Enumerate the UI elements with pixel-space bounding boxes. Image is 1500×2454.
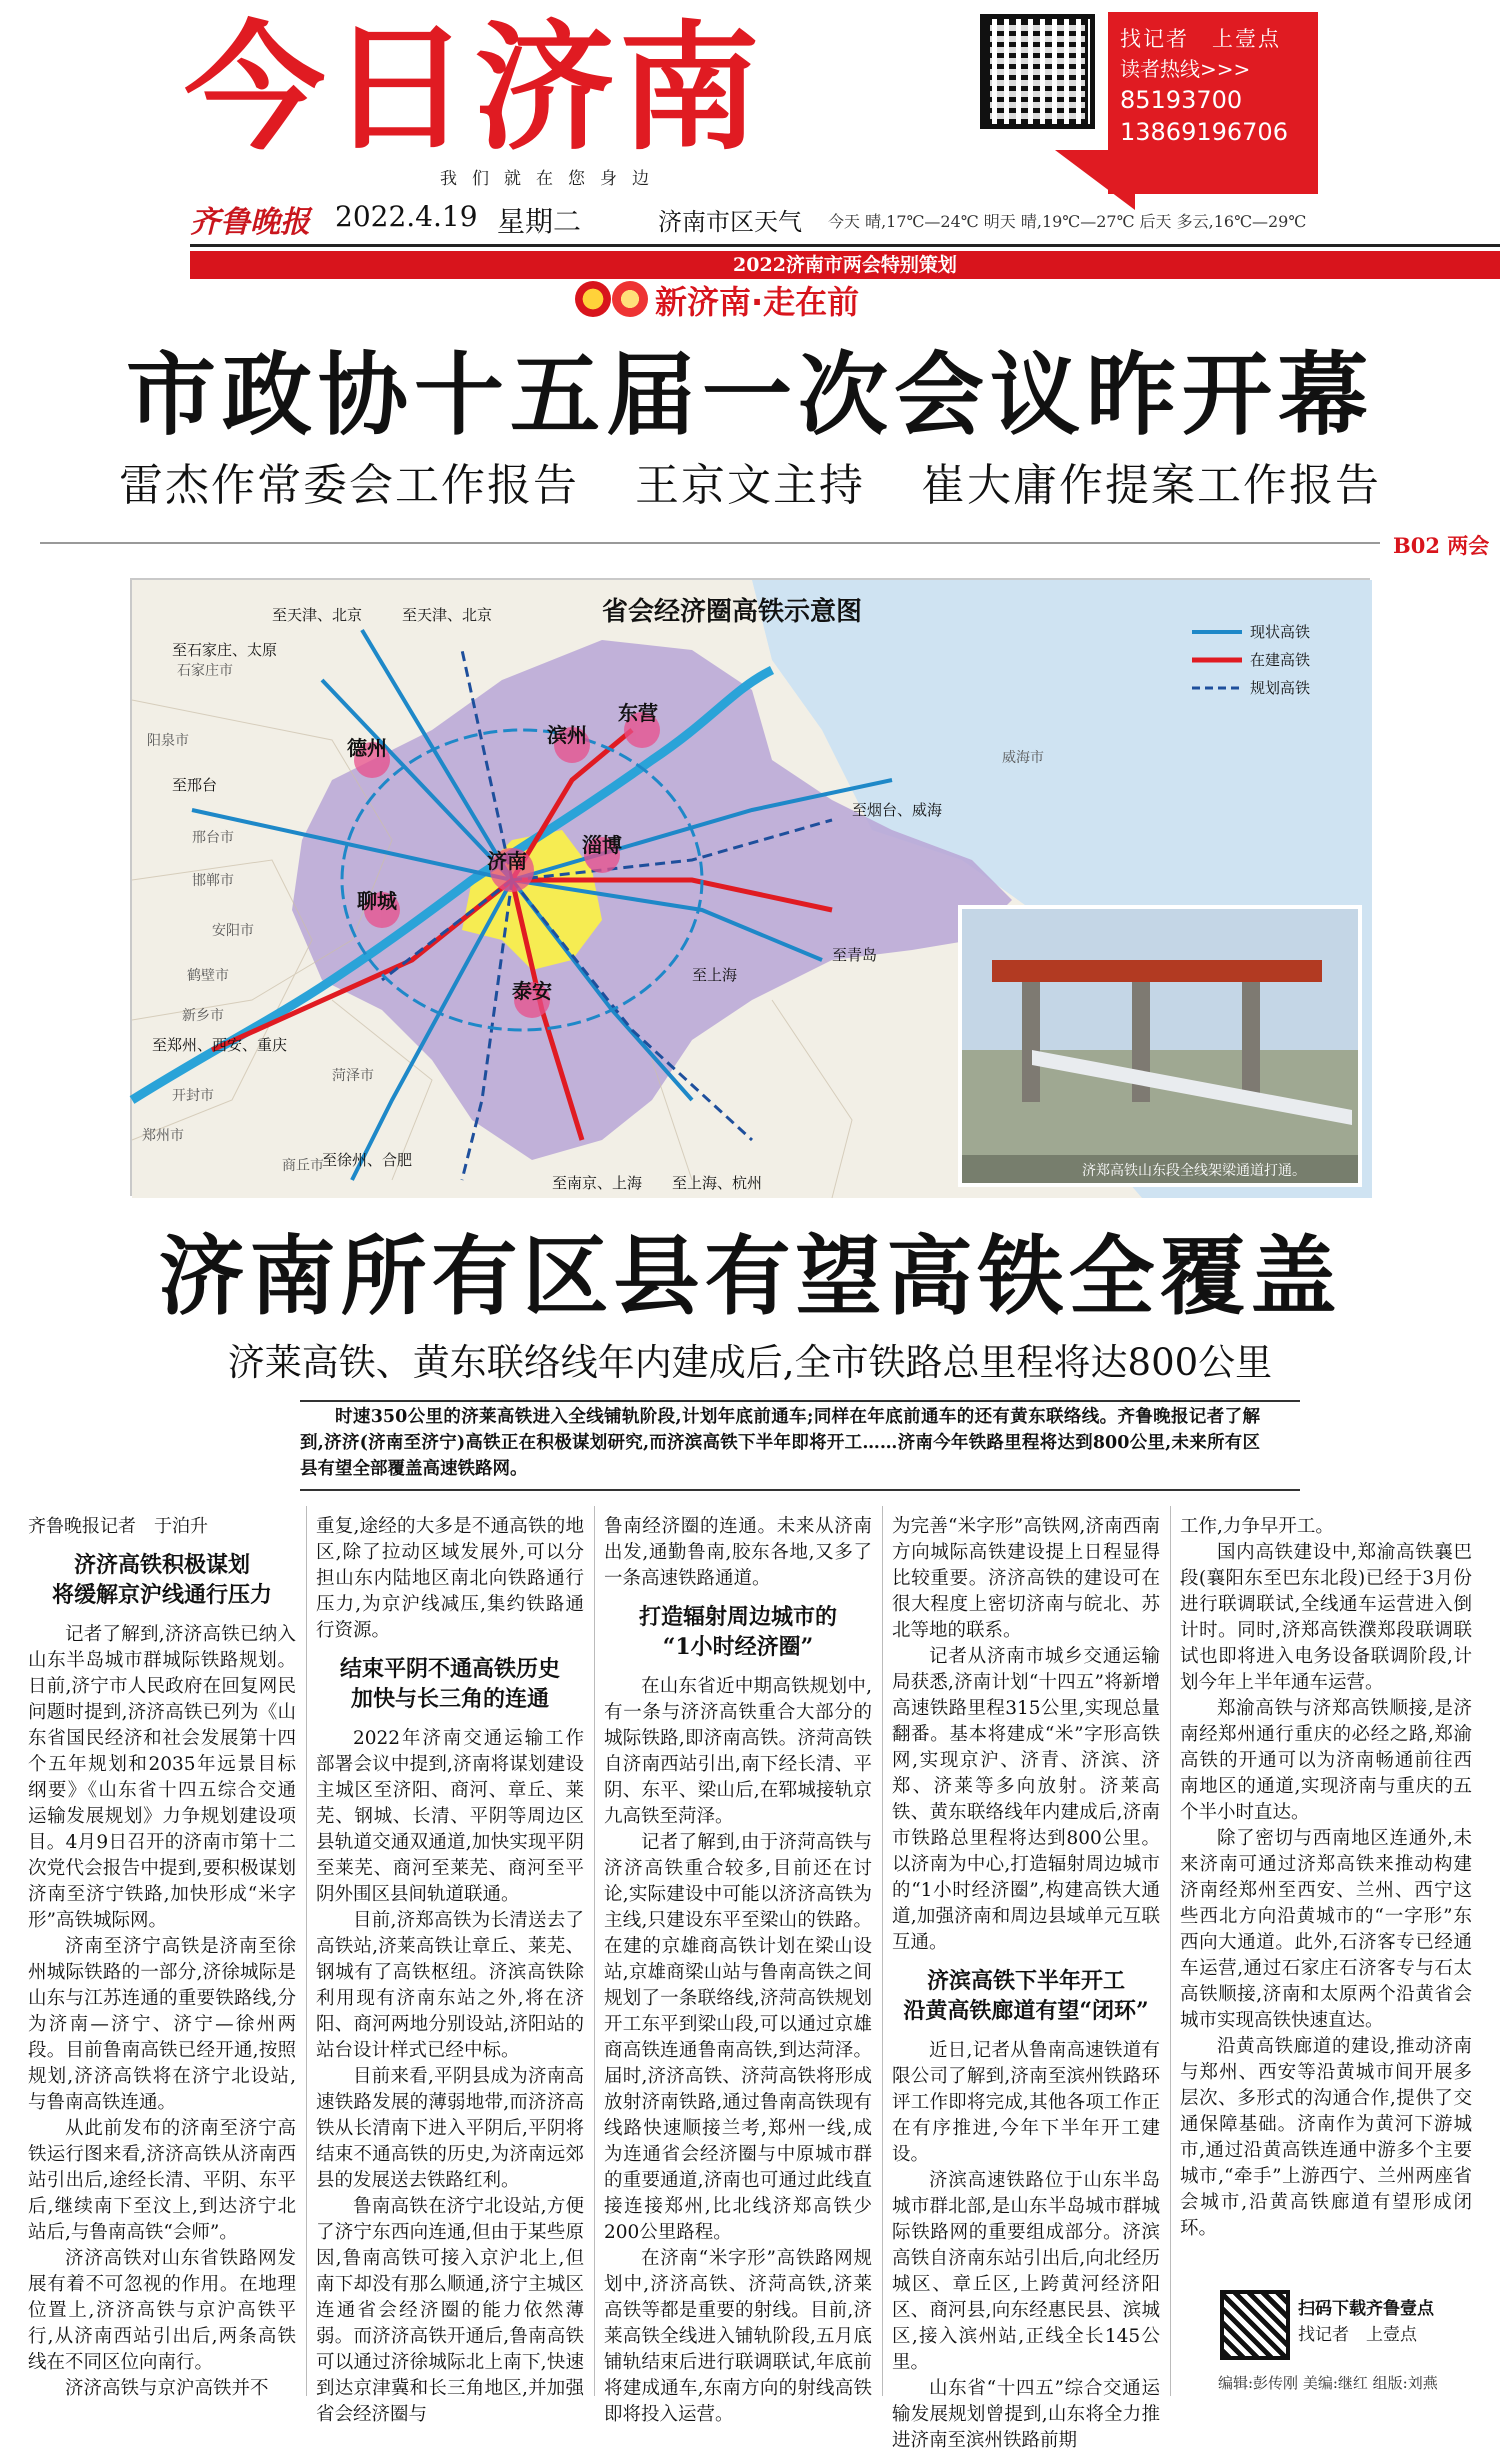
headline-railway: 济南所有区县有望高铁全覆盖 — [158, 1226, 1342, 1327]
paragraph: 济济高铁对山东省铁路网发展有着不可忽视的作用。在地理位置上,济济高铁与京沪高铁平行,从济南西站引出后,两条高铁线在不同区位向南行。 — [28, 2248, 296, 2373]
paragraph: 国内高铁建设中,郑渝高铁襄巴段(襄阳东至巴东北段)已经于3月份进行联调联试,全线通车运营进入倒计时。同时,济郑高铁濮郑段联调联试也即将进入电务设备联调阶段,计划今年上半年通车运营。 — [1180, 1542, 1472, 1693]
paragraph: 工作,力争早开工。 — [1180, 1516, 1334, 1537]
footer-promo — [1298, 2296, 1434, 2348]
paragraph: 沿黄高铁廊道的建设,推动济南与郑州、西安等沿黄城市间开展多层次、多形式的沟通合作,提供了交通保障基础。济南作为黄河下游城市,通过沿黄高铁连通中游多个主要城市,“牵手”上游西宁、兰州两座省会城市,沿黄高铁廊道有望形成闭环。 — [1180, 2036, 1472, 2239]
legend-building: 在建高铁 — [1250, 651, 1311, 669]
paragraph: 济滨高速铁路位于山东半岛城市群北部,是山东半岛城市群城际铁路网的重要组成部分。济滨高铁自济南东站引出后,向北经历城区、章丘区,上跨黄河经济阳区、商河县,向东经惠民县、滨城区,接入滨州站,正线全长145公里。 — [892, 2170, 1160, 2373]
destination-label: 至南京、上海 — [552, 1174, 643, 1192]
subheading: 结束平阴不通高铁历史 加快与长三角的连通 — [339, 1656, 560, 1712]
city-label: 泰安 — [512, 979, 552, 1003]
article-column-5 — [1180, 1514, 1472, 2274]
paragraph: 济南至济宁高铁是济南至徐州城际铁路的一部分,济徐城际是山东与江苏连通的重要铁路线,分为济南—济宁、济宁—徐州两段。目前鲁南高铁已经开通,按照规划,济济高铁将在济宁北设站,与鲁南高铁连通。 — [28, 1936, 296, 2113]
subhead-railway: 济莱高铁、黄东联络线年内建成后,全市铁路总里程将达800公里 — [227, 1341, 1273, 1384]
city-label: 滨州 — [547, 723, 587, 747]
article-column-1 — [28, 1514, 296, 2399]
paragraph: 目前来看,平阴县成为济南高速铁路发展的薄弱地带,而济济高铁从长清南下进入平阴后,平阴将结束不通高铁的历史,为济南远郊县的发展送去铁路红利。 — [316, 2066, 584, 2191]
paragraph: 记者从济南市城乡交通运输局获悉,济南计划“十四五”将新增高速铁路里程315公里,实现总量翻番。基本将建成“米”字形高铁网,实现京沪、济青、济滨、济郑、济莱等多向放射。济莱高铁、黄东联络线年内建成后,济南市铁路总里程将达到800公里。以济南为中心,打造辐射周边城市的“1小时经济圈”,构建高铁大通道,加强济南和周边县域单元互联互通。 — [892, 1646, 1160, 1953]
footer-line2: 找记者 上壹点 — [1298, 2325, 1417, 2345]
cppcc-emblem-icon — [612, 281, 648, 317]
paragraph: 山东省“十四五”综合交通运输发展规划曾提到,山东将全力推进济南至滨州铁路前期 — [892, 2378, 1160, 2451]
paragraph: 在济南“米字形”高铁路网规划中,济济高铁、济菏高铁,济莱高铁等都是重要的射线。目前,济莱高铁全线进入铺轨阶段,五月底铺轨结束后进行联调联试,年底前将建成通车,东南方向的射线高铁即将投入运营。 — [604, 2248, 872, 2425]
paragraph: 鲁南高铁在济宁北设站,方便了济宁东西向连通,但由于某些原因,鲁南高铁可接入京沪北上,但南下却没有那么顺通,济宁主城区连通省会经济圈的能力依然薄弱。而济济高铁开通后,鲁南高铁可以通过济徐城际北上南下,快速到达京津冀和长三角地区,并加强省会经济圈与 — [316, 2196, 584, 2425]
photo-caption: 济郑高铁山东段全线架梁通道打通。 — [1082, 1163, 1306, 1179]
party-emblem-icon — [575, 281, 611, 317]
headline-cppcc: 市政协十五届一次会议昨开幕 — [126, 342, 1374, 448]
masthead-logo: 今日济南 — [184, 8, 764, 169]
minor-city-label: 郑州市 — [142, 1128, 184, 1144]
minor-city-label: 商丘市 — [282, 1158, 324, 1174]
destination-label: 至天津、北京 — [402, 606, 493, 624]
article-column-2 — [316, 1514, 584, 2425]
weather-forecast: 今天 晴,17℃—24℃ 明天 晴,19℃—27℃ 后天 多云,16℃—29℃ — [828, 212, 1307, 231]
dateline-rule — [190, 244, 1500, 247]
subheading: 打造辐射周边城市的 “1小时经济圈” — [638, 1604, 837, 1660]
paragraph: 济济高铁与京沪高铁并不 — [65, 2378, 269, 2399]
weather-title: 济南市区天气 — [658, 208, 802, 236]
minor-city-label: 石家庄市 — [177, 663, 233, 679]
city-label: 聊城 — [357, 889, 397, 913]
hotline-line1: 找记者 上壹点 — [1120, 27, 1281, 51]
destination-label: 至上海 — [692, 966, 738, 984]
page-reference[interactable]: B02 两会 — [1393, 533, 1490, 558]
destination-label: 至上海、杭州 — [672, 1174, 763, 1192]
railway-map — [130, 578, 1370, 1196]
city-label: 东营 — [618, 701, 658, 725]
minor-city-label: 鹤壁市 — [187, 968, 229, 984]
column-divider — [594, 1506, 595, 2396]
destination-label: 至天津、北京 — [272, 606, 363, 624]
map-title: 省会经济圈高铁示意图 — [602, 597, 863, 627]
hotline-number-1: 85193700 — [1120, 86, 1243, 114]
destination-label: 至邢台 — [172, 776, 218, 794]
lead-rule-top — [300, 1400, 1300, 1402]
paragraph: 从此前发布的济南至济宁高铁运行图来看,济济高铁从济南西站引出后,途经长清、平阴、东平后,继续南下至汶上,到达济宁北站后,与鲁南高铁“会师”。 — [28, 2118, 296, 2243]
subheading: 济济高铁积极谋划 将缓解京沪线通行压力 — [51, 1552, 272, 1608]
hotline-line2: 读者热线>>> — [1120, 57, 1251, 81]
city-label: 济南 — [487, 849, 527, 873]
special-coverage-bar: 2022济南市两会特别策划 — [190, 251, 1500, 279]
reader-hotline-box — [1108, 12, 1318, 194]
paragraph: 近日,记者从鲁南高速铁道有限公司了解到,济南至滨州铁路环评工作即将完成,其他各项工作正在有序推进,今年下半年开工建设。 — [892, 2040, 1160, 2165]
legend-planned: 规划高铁 — [1250, 679, 1311, 697]
hotline-number-2: 13869196706 — [1120, 118, 1288, 146]
editor-credits: 编辑:彭传刚 美编:继红 组版:刘燕 — [1218, 2374, 1438, 2392]
column-divider — [882, 1506, 883, 2396]
minor-city-label: 新乡市 — [182, 1008, 224, 1024]
column-divider — [1170, 1506, 1171, 2396]
destination-label: 至石家庄、太原 — [172, 641, 278, 659]
city-label: 淄博 — [582, 833, 622, 857]
byline: 齐鲁晚报记者 于泊升 — [28, 1516, 208, 1537]
minor-city-label: 威海市 — [1002, 750, 1044, 766]
paragraph: 除了密切与西南地区连通外,未来济南可通过济郑高铁来推动构建济南经郑州至西安、兰州、西宁这些西北方向沿黄城市的“一字形”东西向大通道。此外,石济客专已经通车运营,通过石家庄石济客专与石太高铁顺接,济南和太原两个沿黄省会城市实现高铁快速直达。 — [1180, 1828, 1472, 2031]
minor-city-label: 邢台市 — [192, 830, 234, 846]
lead-paragraph: 时速350公里的济莱高铁进入全线铺轨阶段,计划年底前通车;同样在年底前通车的还有黄东联络线。齐鲁晚报记者了解到,济济(济南至济宁)高铁正在积极谋划研究,而济滨高铁下半年即将开工……济南今年铁路里程将达到800公里,未来所有区县有望全部覆盖高速铁路网。 — [300, 1407, 1260, 1479]
lead-rule-bottom — [300, 1489, 1300, 1491]
paragraph: 在山东省近中期高铁规划中,有一条与济济高铁重合大部分的城际铁路,即济南高铁。济菏高铁自济南西站引出,南下经长清、平阴、东平、梁山后,在郓城接轨京九高铁至菏泽。 — [604, 1676, 872, 1827]
paragraph: 记者了解到,济济高铁已纳入山东半岛城市群城际铁路规划。日前,济宁市人民政府在回复网民问题时提到,济济高铁已列为《山东省国民经济和社会发展第十四个五年规划和2035年远景目标纲要》《山东省十四五综合交通运输发展规划》力争规划建设项目。4月9日召开的济南市第十二次党代会报告中提到,要积极谋划济南至济宁铁路,加快形成“米字形”高铁城际网。 — [28, 1624, 296, 1931]
campaign-title: 新济南·走在前 — [655, 283, 860, 321]
column-divider — [306, 1506, 307, 2396]
minor-city-label: 菏泽市 — [332, 1068, 374, 1084]
city-label: 德州 — [347, 736, 387, 760]
slogan: 我们就在您身边 — [440, 169, 664, 189]
paragraph: 记者了解到,由于济菏高铁与济济高铁重合较多,目前还在讨论,实际建设中可能以济济高铁为主线,只建设东平至梁山的铁路。在建的京雄商高铁计划在梁山设站,京雄商梁山站与鲁南高铁之间规划了一条联络线,济菏高铁规划开工东平到梁山段,可以通过京雄商高铁连通鲁南高铁,到达菏泽。届时,济济高铁、济菏高铁将形成放射济南铁路,通过鲁南高铁现有线路快速顺接兰考,郑州一线,成为连通省会经济圈与中原城市群的重要通道,济南也可通过此线直接连接郑州,比北线济郑高铁少200公里路程。 — [604, 1832, 872, 2243]
paragraph: 2022年济南交通运输工作部署会议中提到,济南将谋划建设主城区至济阳、商河、章丘、莱芜、钢城、长清、平阴等周边区县轨道交通双通道,加快实现平阴至莱芜、商河至莱芜、商河至平阴外围区县间轨道联通。 — [316, 1728, 584, 1905]
subhead-cppcc: 雷杰作常委会工作报告 王京文主持 崔大庸作提案工作报告 — [119, 460, 1381, 511]
destination-label: 至徐州、合肥 — [322, 1151, 413, 1169]
paragraph: 重复,途经的大多是不通高铁的地区,除了拉动区域发展外,可以分担山东内陆地区南北向铁路通行压力,为京沪线减压,集约铁路通行资源。 — [316, 1516, 584, 1641]
inset-photo — [958, 905, 1362, 1187]
newspaper-brand: 齐鲁晚报 — [190, 205, 310, 240]
paragraph: 郑渝高铁与济郑高铁顺接,是济南经郑州通行重庆的必经之路,郑渝高铁的开通可以为济南畅通前往西南地区的通道,实现济南与重庆的五个半小时直达。 — [1180, 1698, 1472, 1823]
issue-date: 2022.4.19 — [335, 200, 478, 233]
minor-city-label: 安阳市 — [212, 923, 254, 939]
minor-city-label: 阳泉市 — [147, 733, 189, 749]
footer-line1: 扫码下载齐鲁壹点 — [1298, 2299, 1434, 2319]
article-column-3 — [604, 1514, 872, 2425]
destination-label: 至郑州、西安、重庆 — [152, 1036, 288, 1054]
download-qr-code-icon[interactable] — [1220, 2290, 1290, 2360]
issue-weekday: 星期二 — [497, 205, 582, 238]
subheading: 济滨高铁下半年开工 沿黄高铁廊道有望“闭环” — [903, 1968, 1149, 2024]
destination-label: 至烟台、威海 — [852, 801, 943, 819]
article-column-4 — [892, 1514, 1160, 2451]
section-rule — [40, 542, 1380, 544]
qr-code-pattern — [990, 24, 1085, 119]
minor-city-label: 邯郸市 — [192, 873, 234, 889]
paragraph: 鲁南经济圈的连通。未来从济南出发,通勤鲁南,胶东各地,又多了一条高速铁路通道。 — [604, 1516, 872, 1589]
paragraph: 为完善“米字形”高铁网,济南西南方向城际高铁建设提上日程显得比较重要。济济高铁的建设可在很大程度上密切济南与皖北、苏北等地的联系。 — [892, 1516, 1160, 1641]
minor-city-label: 开封市 — [172, 1088, 214, 1104]
paragraph: 目前,济郑高铁为长清送去了高铁站,济莱高铁让章丘、莱芜、钢城有了高铁枢纽。济滨高铁除利用现有济南东站之外,将在济阳、商河两地分别设站,济阳站的站台设计样式已经中标。 — [316, 1910, 584, 2061]
destination-label: 至青岛 — [832, 946, 878, 964]
legend-existing: 现状高铁 — [1250, 623, 1311, 641]
